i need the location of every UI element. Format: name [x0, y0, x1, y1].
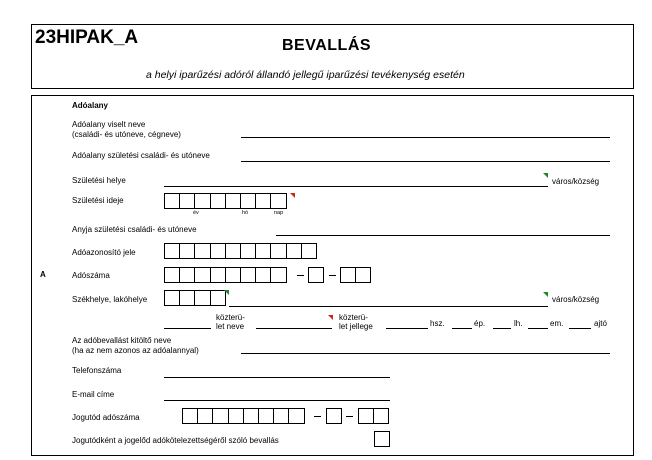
tax-id-boxes[interactable]	[164, 243, 316, 259]
postcode-box[interactable]	[194, 290, 210, 306]
ajto-label: ajtó	[594, 319, 607, 328]
tax-number-label: Adószáma	[72, 271, 110, 280]
month-label: hó	[242, 210, 249, 216]
tax-number-boxes-region[interactable]	[340, 267, 370, 283]
tax-id-label: Adóazonosító jele	[72, 248, 136, 257]
tax-number-box[interactable]	[355, 267, 371, 283]
tax-id-box[interactable]	[240, 243, 256, 259]
tax-number-box[interactable]	[179, 267, 195, 283]
date-box[interactable]	[164, 193, 180, 209]
em-field[interactable]	[569, 328, 591, 329]
tax-number-box[interactable]	[255, 267, 271, 283]
green-marker	[543, 173, 548, 178]
tax-number-boxes-main[interactable]	[164, 267, 286, 283]
tax-number-box[interactable]	[225, 267, 241, 283]
section-letter: A	[40, 270, 46, 279]
successor-tax-box[interactable]	[358, 408, 374, 424]
day-label: nap	[274, 210, 284, 216]
birth-name-field[interactable]	[241, 161, 610, 162]
postcode-box[interactable]	[179, 290, 195, 306]
successor-tax-box[interactable]	[288, 408, 304, 424]
form-subtitle: a helyi iparűzési adóról állandó jellegű iparűzési tevékenység esetén	[146, 69, 465, 81]
green-marker	[543, 292, 548, 297]
date-box[interactable]	[225, 193, 241, 209]
tax-number-box[interactable]	[164, 267, 180, 283]
email-label: E-mail címe	[72, 390, 115, 399]
birth-place-label: Születési helye	[72, 176, 126, 185]
tax-id-box[interactable]	[286, 243, 302, 259]
tax-number-box[interactable]	[270, 267, 286, 283]
tax-id-box[interactable]	[210, 243, 226, 259]
tax-number-dash-2	[329, 275, 336, 276]
successor-tax-box[interactable]	[373, 408, 389, 424]
ep-label: ép.	[474, 319, 486, 328]
date-box[interactable]	[194, 193, 210, 209]
date-box[interactable]	[270, 193, 286, 209]
tax-id-box[interactable]	[225, 243, 241, 259]
year-label: év	[193, 210, 199, 216]
tax-id-box[interactable]	[255, 243, 271, 259]
form-title: BEVALLÁS	[282, 37, 372, 54]
successor-decl-label: Jogutódként a jogelőd adókötelezettségéről szóló bevallás	[72, 436, 279, 445]
birth-name-label: Adóalany születési családi- és utóneve	[72, 151, 210, 160]
postcode-boxes[interactable]	[164, 290, 225, 306]
successor-tax-box[interactable]	[182, 408, 198, 424]
tax-number-box[interactable]	[194, 267, 210, 283]
successor-tax-boxes-region[interactable]	[358, 408, 388, 424]
city-suffix-1: város/község	[552, 177, 600, 186]
tax-id-box[interactable]	[270, 243, 286, 259]
filer-field[interactable]	[241, 353, 610, 354]
successor-tax-dash-2	[346, 416, 353, 417]
street-name-field[interactable]	[164, 328, 211, 329]
successor-tax-box[interactable]	[197, 408, 213, 424]
birth-date-label: Születési ideje	[72, 196, 124, 205]
date-box[interactable]	[255, 193, 271, 209]
name-label-1: Adóalany viselt neve	[72, 120, 146, 129]
filer-label-1: Az adóbevallást kitöltő neve	[72, 336, 172, 345]
tax-number-box[interactable]	[308, 267, 324, 283]
hsz-field[interactable]	[452, 328, 472, 329]
successor-tax-box-check[interactable]	[326, 408, 341, 424]
red-marker	[290, 193, 295, 198]
form-code: 23HIPAK_A	[35, 27, 139, 48]
tax-id-box[interactable]	[164, 243, 180, 259]
successor-tax-box[interactable]	[326, 408, 342, 424]
em-label: em.	[550, 319, 564, 328]
birth-place-field[interactable]	[164, 186, 548, 187]
street-type-field[interactable]	[386, 328, 428, 329]
successor-tax-box[interactable]	[258, 408, 274, 424]
tax-number-box-check[interactable]	[308, 267, 323, 283]
date-box[interactable]	[179, 193, 195, 209]
ep-field[interactable]	[493, 328, 511, 329]
postcode-box[interactable]	[164, 290, 180, 306]
phone-label: Telefonszáma	[72, 366, 122, 375]
green-marker	[224, 290, 229, 295]
successor-tax-boxes-main[interactable]	[182, 408, 304, 424]
red-marker	[328, 315, 333, 320]
tax-id-box[interactable]	[194, 243, 210, 259]
tax-id-box[interactable]	[301, 243, 317, 259]
successor-tax-box[interactable]	[212, 408, 228, 424]
successor-tax-label: Jogutód adószáma	[72, 413, 140, 422]
tax-number-box[interactable]	[210, 267, 226, 283]
street-type-label-2: let jellege	[339, 322, 373, 331]
street-name-label-2: let neve	[216, 322, 245, 331]
city-suffix-2: város/község	[552, 295, 600, 304]
street-name-label-1: közterü-	[216, 313, 245, 322]
tax-id-box[interactable]	[179, 243, 195, 259]
street-type-label-1: közterü-	[339, 313, 368, 322]
mother-name-label: Anyja születési családi- és utóneve	[72, 225, 197, 234]
successor-tax-dash-1	[314, 416, 321, 417]
birth-date-boxes[interactable]	[164, 193, 286, 209]
lh-label: lh.	[514, 319, 523, 328]
mother-name-field[interactable]	[276, 235, 610, 236]
tax-number-dash-1	[297, 275, 304, 276]
section-heading: Adóalany	[72, 101, 109, 110]
date-box[interactable]	[240, 193, 256, 209]
successor-decl-checkbox[interactable]	[374, 431, 390, 447]
seat-city-field[interactable]	[229, 306, 548, 307]
tax-number-box[interactable]	[340, 267, 356, 283]
successor-tax-box[interactable]	[228, 408, 244, 424]
email-field[interactable]	[164, 400, 390, 401]
hsz-label: hsz.	[430, 319, 445, 328]
street-name-field-2[interactable]	[256, 328, 332, 329]
name-field[interactable]	[241, 137, 610, 138]
filer-label-2: (ha az nem azonos az adóalannyal)	[72, 346, 199, 355]
successor-tax-box[interactable]	[273, 408, 289, 424]
successor-tax-box[interactable]	[243, 408, 259, 424]
phone-field[interactable]	[164, 377, 390, 378]
name-label-2: (családi- és utóneve, cégneve)	[72, 130, 181, 139]
seat-label: Székhelye, lakóhelye	[72, 295, 148, 304]
lh-field[interactable]	[528, 328, 548, 329]
date-box[interactable]	[210, 193, 226, 209]
tax-number-box[interactable]	[240, 267, 256, 283]
